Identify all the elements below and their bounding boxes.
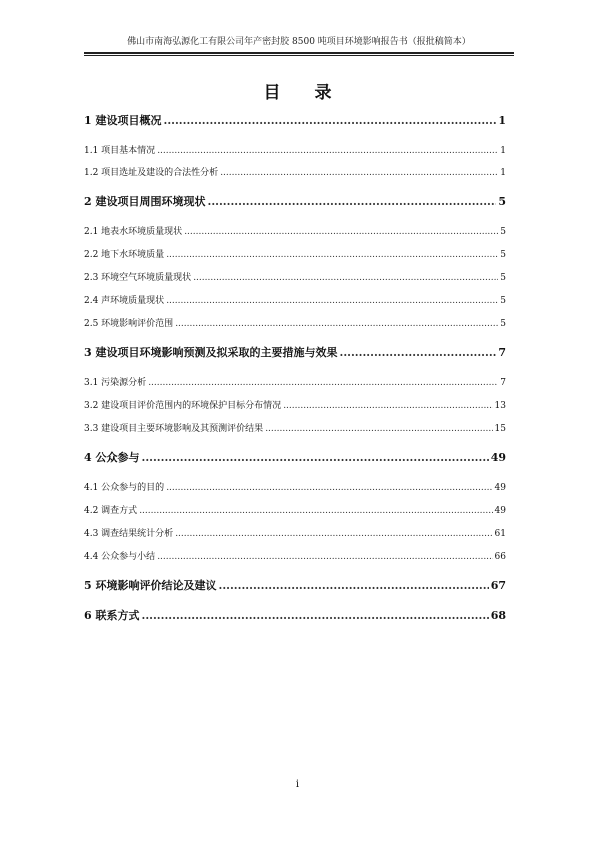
toc-title: 目 录	[263, 83, 346, 103]
toc-entry-label: 3 建设项目环境影响预测及拟采取的主要措施与效果	[84, 346, 338, 359]
toc-entry-label: 2.5 环境影响评价范围	[84, 319, 174, 329]
toc-entry-page-number: 49	[490, 451, 506, 464]
toc-entry[interactable]	[84, 225, 506, 239]
toc-entry[interactable]	[84, 166, 506, 180]
toc-entry-label: 2.1 地表水环境质量现状	[84, 227, 183, 237]
toc-dot-leader	[141, 608, 488, 624]
toc-entry-page-number: 1	[500, 146, 506, 156]
toc-dot-leader	[166, 294, 498, 308]
toc-entry-page-number: 7	[500, 378, 506, 388]
toc-entry[interactable]	[84, 317, 506, 331]
toc-dot-leader	[141, 450, 488, 466]
toc-entry-page-number: 13	[494, 401, 506, 411]
toc-entry[interactable]	[84, 248, 506, 262]
toc-dot-leader	[157, 550, 492, 564]
toc-dot-leader	[339, 345, 496, 361]
toc-entry[interactable]	[84, 550, 506, 564]
toc-entry-label: 3.1 污染源分析	[84, 378, 147, 388]
toc-entry-page-number: 67	[490, 579, 506, 592]
toc-entry-label: 1.1 项目基本情况	[84, 146, 156, 156]
toc-entry[interactable]	[84, 376, 506, 390]
toc-entry-label: 4.3 调查结果统计分析	[84, 529, 174, 539]
toc-entry[interactable]	[84, 271, 506, 285]
toc-entry-page-number: 5	[500, 273, 506, 283]
toc-entry-page-number: 1	[498, 114, 506, 127]
toc-entry-page-number: 5	[500, 296, 506, 306]
toc-entry-label: 2.3 环境空气环境质量现状	[84, 273, 192, 283]
toc-entry[interactable]	[84, 294, 506, 308]
toc-dot-leader	[139, 504, 492, 518]
page-number: i	[295, 779, 300, 790]
toc-entry-page-number: 61	[494, 529, 506, 539]
toc-entry-label: 3.2 建设项目评价范围内的环境保护目标分布情况	[84, 401, 282, 411]
toc-entry-page-number: 5	[500, 250, 506, 260]
running-header: 佛山市南海弘源化工有限公司年产密封胶 8500 吨项目环境影响报告书（报批稿简本）	[127, 37, 471, 47]
toc-entry-label: 4.4 公众参与小结	[84, 552, 156, 562]
toc-dot-leader	[175, 317, 498, 331]
toc-entry-page-number: 49	[494, 506, 506, 516]
toc-entry-label: 1 建设项目概况	[84, 114, 162, 127]
toc-entry-label: 4 公众参与	[84, 451, 140, 464]
toc-dot-leader	[163, 113, 496, 129]
toc-entry[interactable]	[84, 345, 506, 361]
toc-entry[interactable]	[84, 450, 506, 466]
toc-entry-page-number: 5	[500, 319, 506, 329]
toc-dot-leader	[265, 422, 492, 436]
toc-entry[interactable]	[84, 481, 506, 495]
toc-entry[interactable]	[84, 578, 506, 594]
toc-entry-label: 2.4 声环境质量现状	[84, 296, 165, 306]
toc-entry-page-number: 68	[490, 609, 506, 622]
toc-dot-leader	[193, 271, 498, 285]
toc-entry-page-number: 5	[500, 227, 506, 237]
toc-dot-leader	[175, 527, 492, 541]
toc-dot-leader	[207, 194, 496, 210]
toc-entry-page-number: 5	[498, 195, 506, 208]
toc-dot-leader	[220, 166, 498, 180]
toc-entry[interactable]	[84, 608, 506, 624]
toc-entry-page-number: 1	[500, 168, 506, 178]
toc-entry-label: 2 建设项目周围环境现状	[84, 195, 206, 208]
toc-dot-leader	[184, 225, 498, 239]
toc-entry[interactable]	[84, 113, 506, 129]
toc-entry-label: 3.3 建设项目主要环境影响及其预测评价结果	[84, 424, 264, 434]
toc-dot-leader	[148, 376, 498, 390]
toc-entry-label: 4.1 公众参与的目的	[84, 483, 165, 493]
table-of-contents	[84, 0, 506, 842]
toc-entry-page-number: 7	[498, 346, 506, 359]
toc-entry-label: 1.2 项目选址及建设的合法性分析	[84, 168, 219, 178]
toc-dot-leader	[157, 144, 498, 158]
toc-entry-page-number: 15	[494, 424, 506, 434]
toc-entry-label: 2.2 地下水环境质量	[84, 250, 165, 260]
toc-entry-label: 4.2 调查方式	[84, 506, 138, 516]
toc-entry[interactable]	[84, 399, 506, 413]
toc-entry-label: 5 环境影响评价结论及建议	[84, 579, 217, 592]
toc-entry[interactable]	[84, 194, 506, 210]
toc-entry-label: 6 联系方式	[84, 609, 140, 622]
toc-entry[interactable]	[84, 144, 506, 158]
toc-dot-leader	[166, 481, 492, 495]
toc-dot-leader	[283, 399, 492, 413]
toc-dot-leader	[166, 248, 498, 262]
toc-dot-leader	[218, 578, 488, 594]
toc-entry-page-number: 66	[494, 552, 506, 562]
toc-entry[interactable]	[84, 504, 506, 518]
toc-entry[interactable]	[84, 527, 506, 541]
toc-entry-page-number: 49	[494, 483, 506, 493]
toc-entry[interactable]	[84, 422, 506, 436]
